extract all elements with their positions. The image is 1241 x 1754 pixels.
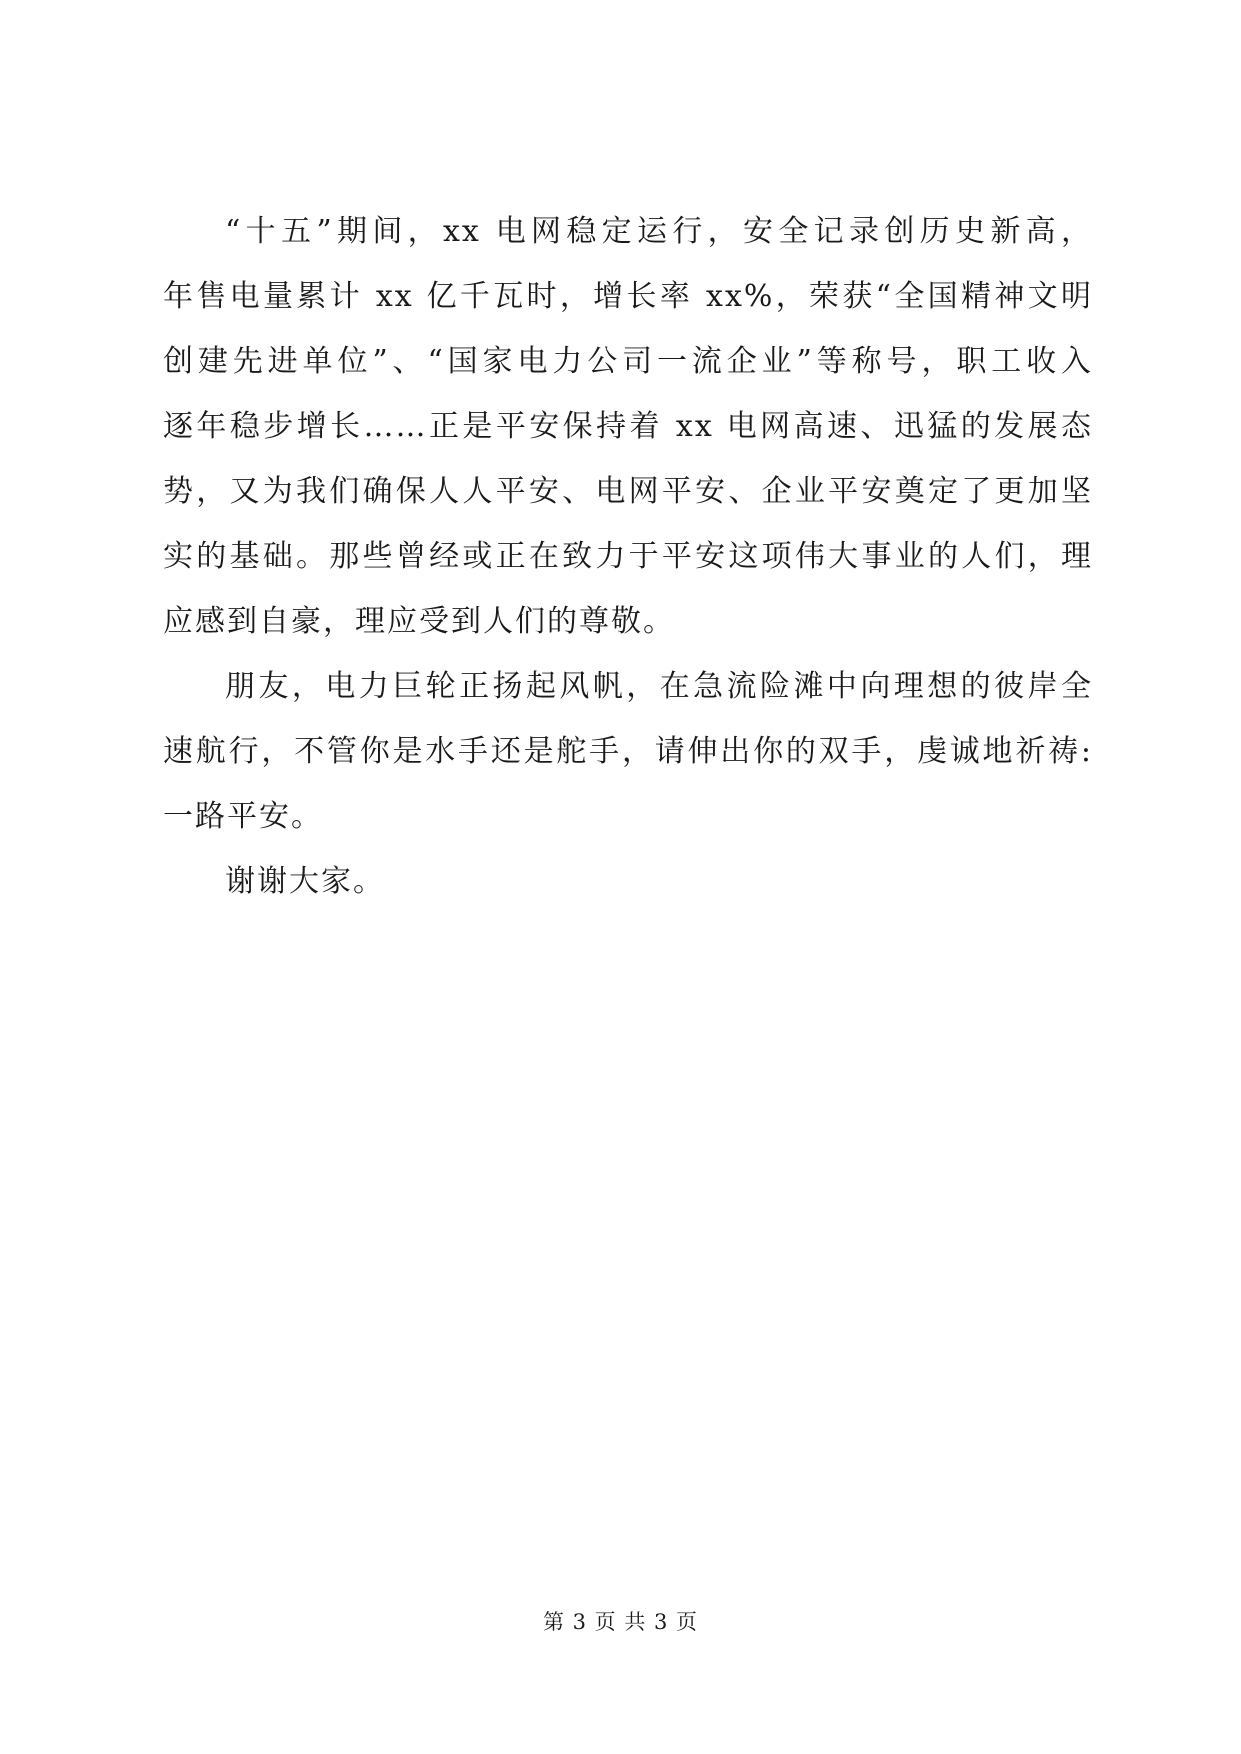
paragraph-line: 朋友，电力巨轮正扬起风帆，在急流险滩中向理想的彼岸全 [225, 669, 1093, 704]
paragraph-line: 应感到自豪，理应受到人们的尊敬。 [163, 604, 675, 639]
paragraph-line: 速航行，不管你是水手还是舵手，请伸出你的双手，虔诚地祈祷: [163, 734, 1093, 769]
document-body [163, 199, 1093, 914]
paragraph-2 [163, 654, 1093, 849]
paragraph-line: 逐年稳步增长……正是平安保持着 xx 电网高速、迅猛的发展态 [163, 409, 1093, 444]
paragraph-line: 谢谢大家。 [225, 864, 385, 899]
paragraph-1 [163, 199, 1093, 654]
paragraph-3 [163, 849, 1093, 914]
paragraph-line: 势，又为我们确保人人平安、电网平安、企业平安奠定了更加坚 [163, 474, 1093, 509]
paragraph-line: 实的基础。那些曾经或正在致力于平安这项伟大事业的人们，理 [163, 539, 1093, 574]
paragraph-line: 创建先进单位”、“国家电力公司一流企业”等称号，职工收入 [163, 344, 1093, 379]
paragraph-line: 一路平安。 [163, 799, 323, 834]
paragraph-line: 年售电量累计 xx 亿千瓦时，增长率 xx%，荣获“全国精神文明 [163, 279, 1093, 314]
paragraph-line: “十五”期间，xx 电网稳定运行，安全记录创历史新高， [225, 214, 1093, 249]
page-footer: 第 3 页 共 3 页 [542, 1610, 699, 1634]
